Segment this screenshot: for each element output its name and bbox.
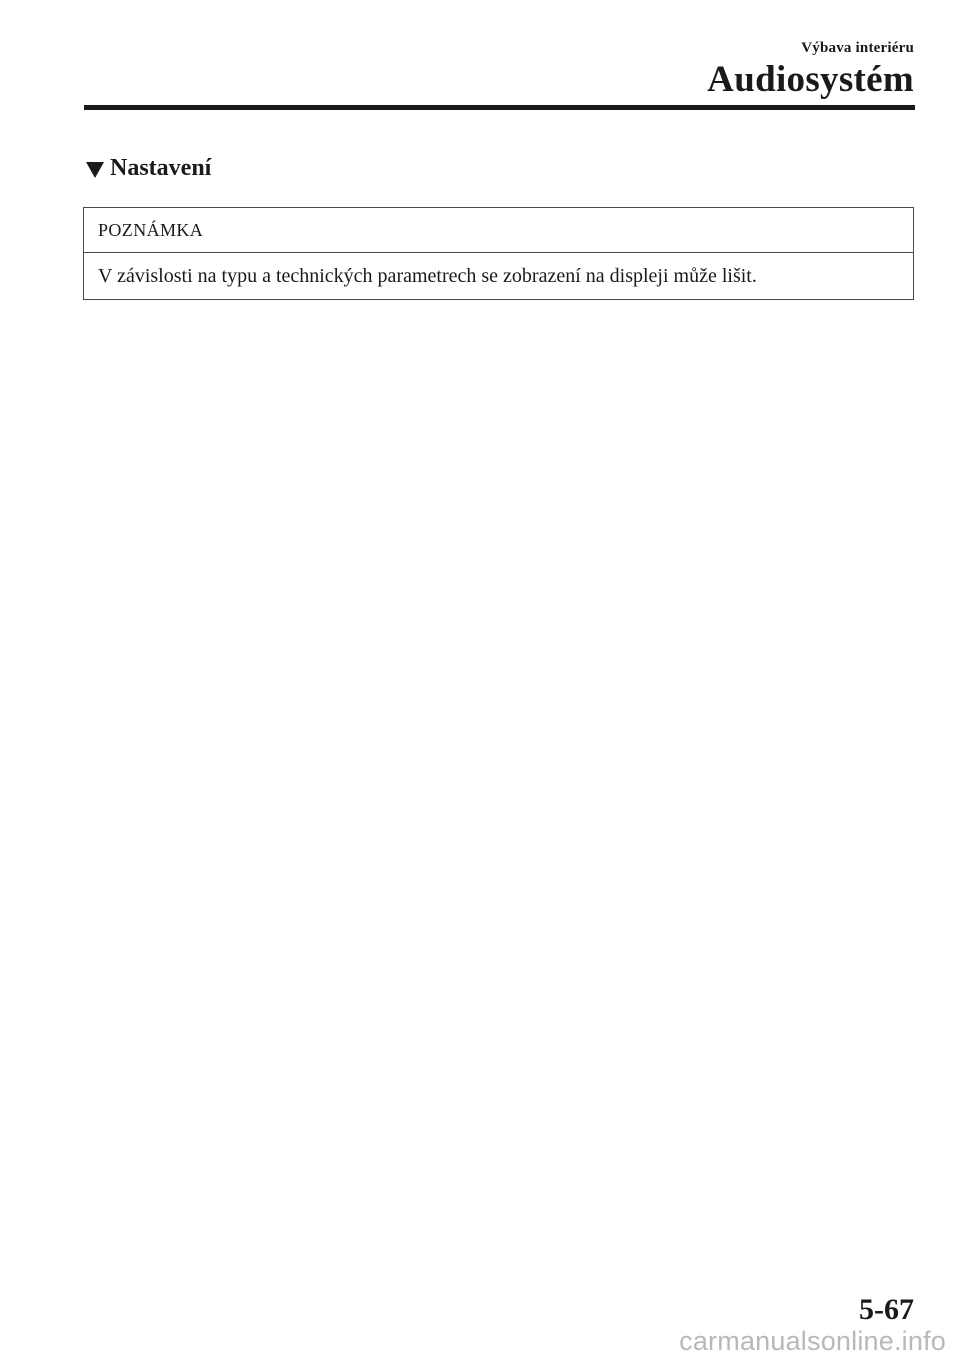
watermark-text: carmanualsonline.info [679, 1326, 946, 1356]
header-title: Audiosystém [707, 59, 914, 100]
down-triangle-icon [86, 162, 104, 178]
note-text: V závislosti na typu a technických parametrech se zobrazení na displeji může lišit. [98, 264, 757, 287]
page-number: 5-67 [859, 1293, 914, 1326]
note-box [83, 207, 914, 300]
section-heading [86, 155, 211, 182]
header-divider [84, 105, 915, 110]
header-section-label: Výbava interiéru [801, 40, 914, 56]
section-heading-text: Nastavení [110, 155, 212, 181]
note-label: POZNÁMKA [84, 208, 913, 253]
